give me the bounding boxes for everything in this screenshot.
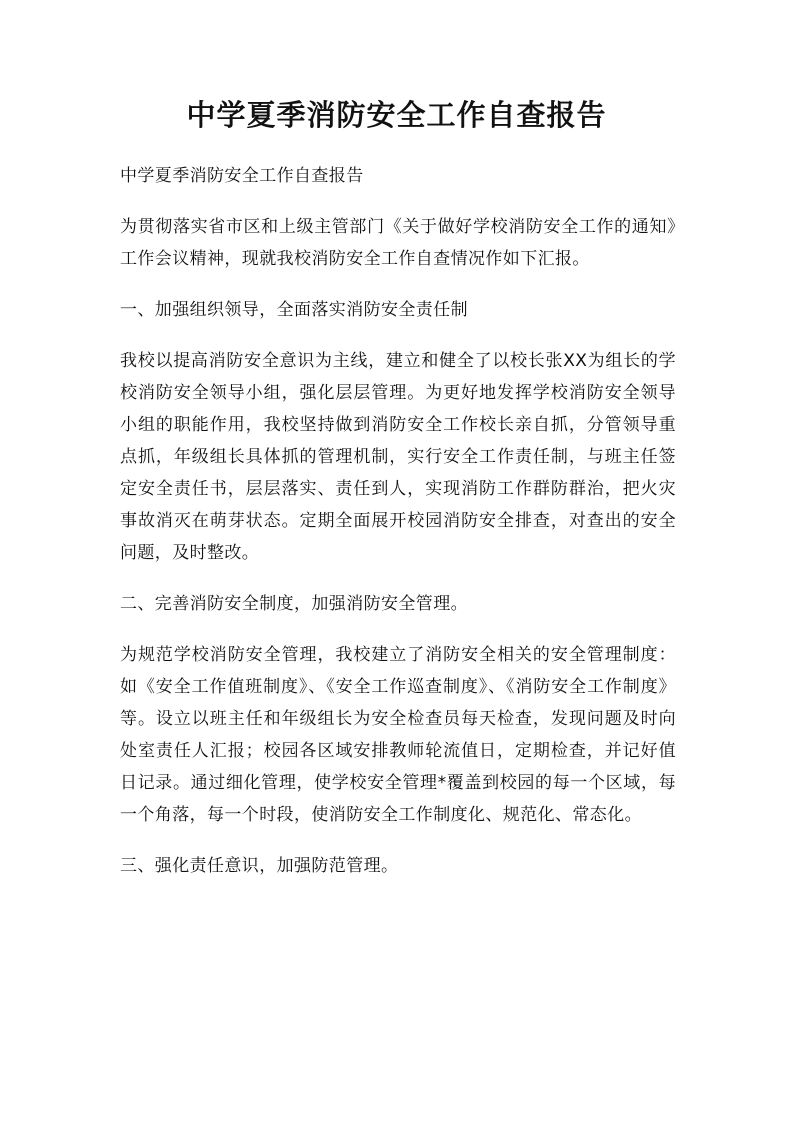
section-1-body: 我校以提高消防安全意识为主线，建立和健全了以校长张XX为组长的学校消防安全领导小组，强化层层管理。为更好地发挥学校消防安全领导小组的职能作用，我校坚持做到消防安全工作校长亲自抓，分管领导重点抓，年级组长具体抓的管理机制，实行安全工作责任制，与班主任签定安全责任书，层层落实、责任到人，实现消防工作群防群治，把火灾事故消灭在萌芽状态。定期全面展开校园消防安全排查，对查出的安全问题，及时整改。	[120, 351, 676, 563]
section-2-heading: 二、完善消防安全制度，加强消防安全管理。	[120, 594, 468, 614]
section-3-heading: 三、强化责任意识，加强防范管理。	[120, 856, 399, 876]
document-body	[120, 160, 676, 901]
document-title: 中学夏季消防安全工作自查报告	[186, 98, 607, 132]
document-subtitle: 中学夏季消防安全工作自查报告	[120, 166, 364, 186]
intro-paragraph: 为贯彻落实省市区和上级主管部门《关于做好学校消防安全工作的通知》工作会议精神，现就我校消防安全工作自查情况作如下汇报。	[120, 217, 676, 269]
section-2-body: 为规范学校消防安全管理，我校建立了消防安全相关的安全管理制度：如《安全工作值班制度》、《安全工作巡查制度》、《消防安全工作制度》等。设立以班主任和年级组长为安全检查员每天检查，发现问题及时向处室责任人汇报；校园各区域安排教师轮流值日，定期检查，并记好值日记录。通过细化管理，使学校安全管理*覆盖到校园的每一个区域，每一个角落，每一个时段，使消防安全工作制度化、规范化、常态化。	[120, 645, 676, 825]
section-1-heading: 一、加强组织领导，全面落实消防安全责任制	[120, 300, 468, 320]
